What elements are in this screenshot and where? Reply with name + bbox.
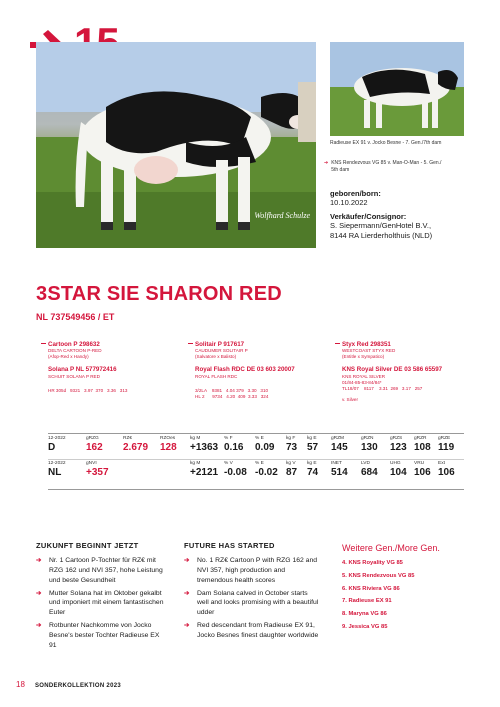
index-head: gRZE xyxy=(438,436,451,441)
index-head: kg F xyxy=(286,436,296,441)
index-bottom-divider xyxy=(48,489,464,490)
section-german xyxy=(36,541,168,654)
index-value: 106 xyxy=(414,466,431,478)
consignor-line-1: S. Siepermann/GenHotel B.V., xyxy=(330,221,432,231)
bullet-arrow-icon: ➔ xyxy=(184,557,190,564)
further-generations-title: Weitere Gen./More Gen. xyxy=(342,543,440,553)
index-value: +2121 xyxy=(190,466,219,478)
index-cell xyxy=(390,437,407,453)
section-german-title: ZUKUNFT BEGINNT JETZT xyxy=(36,541,139,550)
rendezvous-caption-text xyxy=(331,160,441,173)
index-value: 119 xyxy=(438,441,455,453)
index-head: Ext xyxy=(438,461,445,466)
further-generations xyxy=(342,543,472,634)
ancestor-photo-caption: Radieuse EX 91 v. Jocko Besne - 7. Gen./7th dam xyxy=(330,140,442,146)
pedigree-granddam-name: Royal Flash RDC DE 03 603 20007 xyxy=(195,366,295,374)
caption-arrow-icon: ➔ xyxy=(324,160,329,166)
index-value: 0.16 xyxy=(224,441,244,453)
index-cell xyxy=(331,462,348,478)
pedigree-great-granddam-full: KNS ROYAL SILVER xyxy=(342,373,386,379)
index-value: -0.08 xyxy=(224,466,247,478)
index-cell xyxy=(123,437,148,453)
consignor-line-2: 8144 RA Lierderholthuis (NLD) xyxy=(330,231,433,241)
index-head: RZ€ xyxy=(123,436,133,441)
index-value: 104 xyxy=(390,466,407,478)
index-value: 684 xyxy=(361,466,378,478)
index-value: -0.02 xyxy=(255,466,278,478)
index-head: gRZS xyxy=(390,436,403,441)
index-cell xyxy=(361,437,378,453)
pedigree-mgs-parents: (Salvatore x Balisto) xyxy=(195,354,237,360)
born-label: geboren/born: xyxy=(330,189,381,198)
index-head: UHG xyxy=(390,461,401,466)
page-number: 18 xyxy=(16,680,25,689)
bullet-de-1 xyxy=(36,556,168,586)
bullet-de-3 xyxy=(36,621,168,651)
bullet-en-2 xyxy=(184,589,320,619)
index-row-nl xyxy=(48,462,464,486)
bullet-arrow-icon: ➔ xyxy=(184,589,190,597)
index-top-divider xyxy=(48,433,464,434)
index-nl-label xyxy=(48,462,66,478)
index-value: +357 xyxy=(86,466,109,478)
index-cell xyxy=(86,462,109,478)
index-head: VRU xyxy=(414,461,425,466)
index-cell xyxy=(286,437,297,453)
index-head: gRZM xyxy=(331,436,345,441)
bullet-en-1 xyxy=(184,556,320,586)
index-cell xyxy=(190,462,218,478)
pedigree-granddam-stats-2: HL 2 9734 4.20 409 3.33 324 xyxy=(195,393,269,399)
index-de-label xyxy=(48,437,66,453)
index-cell xyxy=(331,437,348,453)
index-value: 128 xyxy=(160,441,177,453)
index-middle-divider xyxy=(48,459,464,460)
bullet-arrow-icon: ➔ xyxy=(184,622,190,630)
rendezvous-caption-line1: KNS Rendezvous VG 85 v. Man-O-Man - 5. Gen./ xyxy=(331,160,442,166)
pedigree-mgs-full: CAUDUMER SOLITAIR P xyxy=(195,348,248,354)
index-cell xyxy=(86,437,103,453)
pedigree-great-granddam-sire: v. Silver xyxy=(342,397,358,403)
pedigree-sire-full: DELTA CARTOON P-RED xyxy=(48,348,102,354)
index-cell xyxy=(438,437,454,453)
further-gen-item: 7. Radieuse EX 91 xyxy=(342,598,392,605)
index-cell xyxy=(361,462,378,478)
index-head: % F xyxy=(224,436,233,441)
index-head: kg E xyxy=(307,436,317,441)
bullet-en-3-text: Red descendant from Radieuse EX 91, Jocko Besnes finest daughter worldwide xyxy=(197,622,319,639)
bullet-de-2 xyxy=(36,589,168,619)
index-head: % E xyxy=(255,461,264,466)
index-row-de xyxy=(48,437,464,461)
index-cell xyxy=(286,462,297,478)
further-gen-item: 9. Jessica VG 85 xyxy=(342,623,388,630)
pedigree-dam-stats: HR 305d 9321 3.97 370 3.36 313 xyxy=(48,387,128,393)
index-head: kg V xyxy=(286,461,296,466)
index-head: gRZN xyxy=(361,436,374,441)
index-cell xyxy=(307,437,318,453)
index-cell xyxy=(255,437,274,453)
bullet-en-3 xyxy=(184,621,320,641)
pedigree-great-granddam-name: KNS Royal Silver DE 03 586 65597 xyxy=(342,366,443,374)
index-cell xyxy=(438,462,455,478)
index-head: % E xyxy=(255,436,264,441)
rendezvous-caption xyxy=(324,160,484,173)
index-head: % V xyxy=(224,461,233,466)
ancestor-photo xyxy=(330,42,464,136)
bullet-de-3-text: Rotbunter Nachkomme von Jocko Besne's bester Tochter Radieuse EX 91 xyxy=(49,622,160,649)
pedigree-dam-name: Solana P NL 577972416 xyxy=(48,366,117,374)
photographer-credit: Wolfhard Schulze xyxy=(254,211,310,220)
pedigree-great-granddam-stats: TL18/07 8117 3.31 269 3.17 257 xyxy=(342,385,423,391)
index-cell xyxy=(414,437,431,453)
index-nl-date: 12-2022 xyxy=(48,461,66,466)
further-gen-item: 6. KNS Riviera VG 86 xyxy=(342,585,400,592)
index-cell xyxy=(390,462,407,478)
index-value: 123 xyxy=(390,441,407,453)
index-cell xyxy=(255,462,278,478)
bullet-arrow-icon: ➔ xyxy=(36,557,42,564)
index-value: 514 xyxy=(331,466,348,478)
pedigree-maternal-grandsire xyxy=(195,341,340,400)
index-head: INET xyxy=(331,461,342,466)
pedigree-dam-full: SCHUIT SOLANA P RED xyxy=(48,373,100,379)
index-value: 162 xyxy=(86,441,103,453)
ancestor-cow-illustration xyxy=(330,42,464,136)
section-english-title: FUTURE HAS STARTED xyxy=(184,541,275,550)
further-gen-item: 8. Maryna VG 86 xyxy=(342,611,387,617)
index-value: 130 xyxy=(361,441,378,453)
bullet-en-2-text: Dam Solana calved in October starts well and looks promising with a beautiful udder xyxy=(197,589,319,617)
bullet-de-1-text: Nr. 1 Cartoon P-Tochter für RZ€ mit RZG 162 und NVI 357, hohe Leistung und beste Gesundheit xyxy=(49,557,163,584)
pedigree-mggs-parents: (Entitle x Sympatico) xyxy=(342,354,385,360)
index-de-country: D xyxy=(48,441,56,453)
born-value: 10.10.2022 xyxy=(330,198,368,207)
pedigree-granddam-stats-1: 3/2LA 9381 4.04 379 3.30 310 xyxy=(195,387,269,393)
section-english xyxy=(184,541,320,644)
pedigree-mgs-name: Solitair P 917617 xyxy=(195,341,245,348)
index-value: +1363 xyxy=(190,441,219,453)
index-head: LVD xyxy=(361,461,370,466)
index-cell xyxy=(190,437,218,453)
pedigree-mggs-full: WESTCOAST STYX RED xyxy=(342,348,396,354)
index-value: 145 xyxy=(331,441,348,453)
index-head: gRZR xyxy=(414,436,427,441)
further-gen-item: 4. KNS Royality VG 85 xyxy=(342,560,403,566)
index-cell xyxy=(160,437,177,453)
bullet-arrow-icon: ➔ xyxy=(36,622,42,630)
index-value: 0.09 xyxy=(255,441,275,453)
rendezvous-caption-line2: 5th dam xyxy=(331,166,350,173)
index-head: kg E xyxy=(307,461,317,466)
index-cell xyxy=(224,462,247,478)
index-cell xyxy=(224,437,243,453)
pedigree-sire-name: Cartoon P 298632 xyxy=(48,341,100,348)
index-head: gNVI xyxy=(86,461,97,466)
index-head: kg M xyxy=(190,461,201,466)
index-value: 2.679 xyxy=(123,441,149,453)
further-gen-item: 5. KNS Rendezvous VG 85 xyxy=(342,572,415,579)
pedigree-sire xyxy=(48,341,193,394)
index-value: 57 xyxy=(307,441,319,453)
bullet-arrow-icon: ➔ xyxy=(36,589,42,597)
animal-name: 3STAR SIE SHARON RED xyxy=(36,283,282,305)
animal-id: NL 737549456 / ET xyxy=(36,312,115,322)
index-value: 106 xyxy=(438,466,455,478)
index-head: kg M xyxy=(190,436,201,441)
index-nl-country: NL xyxy=(48,466,62,478)
catalog-title: SONDERKOLLEKTION 2023 xyxy=(35,683,121,689)
index-value: 73 xyxy=(286,441,298,453)
bullet-de-2-text: Mutter Solana hat im Oktober gekalbt und imponiert mit einem fantastischen Euter xyxy=(49,589,164,617)
pedigree-great-grandsire xyxy=(342,341,487,403)
pedigree-sire-parents: (Afop-Red x Handy) xyxy=(48,354,89,360)
pedigree-mggs-name: Styx Red 298351 xyxy=(342,341,391,348)
pedigree-granddam-full: ROYAL FLASH RDC xyxy=(195,373,238,379)
consignor-label: Verkäufer/Consignor: xyxy=(330,212,407,222)
index-de-date: 12-2022 xyxy=(48,436,66,441)
index-value: 87 xyxy=(286,466,298,478)
index-head: gRZG xyxy=(86,436,99,441)
main-cow-photo xyxy=(36,42,316,248)
index-cell xyxy=(307,462,318,478)
index-value: 108 xyxy=(414,441,431,453)
birth-info xyxy=(330,189,490,241)
index-cell xyxy=(414,462,431,478)
pedigree-great-granddam-class: 01/84-85-83-84/84* xyxy=(342,379,382,385)
index-value: 74 xyxy=(307,466,319,478)
page-footer xyxy=(16,680,121,689)
index-head: RZOes xyxy=(160,436,176,441)
bullet-en-1-text: No. 1 RZ€ Cartoon P with RZG 162 and NVI 357, high production and tremendous health scores xyxy=(197,557,318,584)
